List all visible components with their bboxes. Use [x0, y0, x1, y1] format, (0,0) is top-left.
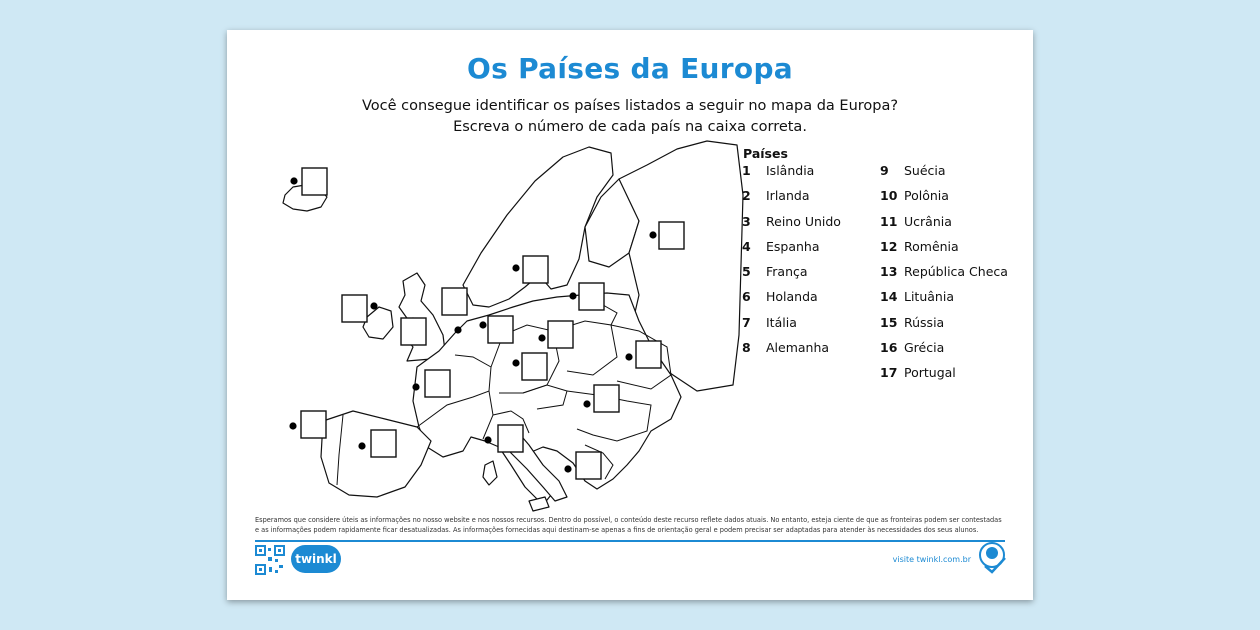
legend-number: 2 — [742, 188, 751, 204]
dot-lithuania — [569, 292, 576, 299]
instructions-line-1: Você consegue identificar os países listados a seguir no mapa da Europa? — [361, 98, 899, 114]
legend-item — [880, 214, 1008, 239]
legend-heading: Países — [743, 146, 788, 161]
answer-box-uk — [442, 288, 467, 315]
legend-item — [742, 264, 841, 289]
legend-number: 16 — [880, 340, 898, 356]
legend-number: 13 — [880, 264, 898, 280]
legend-country: Itália — [766, 314, 797, 330]
legend-country: Lituânia — [904, 289, 954, 305]
legend-country: Portugal — [904, 365, 956, 381]
answer-box-portugal — [301, 411, 326, 438]
answer-box-russia — [659, 222, 684, 249]
answer-box-greece — [576, 452, 601, 479]
legend-item — [742, 340, 841, 365]
dot-iceland — [290, 177, 297, 184]
legend-item — [742, 315, 841, 340]
legend-item — [880, 239, 1008, 264]
legend-country: Reino Unido — [766, 213, 841, 229]
legend-item — [880, 340, 1008, 365]
dot-portugal — [289, 422, 296, 429]
answer-box-poland — [548, 321, 573, 348]
instructions — [227, 96, 1033, 138]
legend-item — [880, 315, 1008, 340]
land-sicily — [529, 497, 549, 511]
dot-spain — [358, 442, 365, 449]
legend-country: Irlanda — [766, 188, 810, 204]
answer-box-ireland — [342, 295, 367, 322]
twinkl-logo[interactable]: twinkl — [291, 545, 341, 573]
legend-country: Alemanha — [766, 340, 830, 356]
dot-romania — [583, 400, 590, 407]
legend-number: 3 — [742, 213, 751, 229]
legend-country: República Checa — [904, 264, 1008, 280]
answer-box-iceland — [302, 168, 327, 195]
legend-number: 6 — [742, 289, 751, 305]
answer-box-germany — [488, 316, 513, 343]
worksheet-page — [227, 30, 1033, 600]
land-sardinia — [483, 461, 497, 485]
legend-country: França — [766, 264, 808, 280]
dot-italy — [484, 436, 491, 443]
legend-number: 12 — [880, 238, 898, 254]
legend-number: 17 — [880, 365, 898, 381]
legend-column-1 — [742, 163, 841, 365]
dot-ukraine — [625, 353, 632, 360]
dot-greece — [564, 465, 571, 472]
legend-item — [880, 365, 1008, 390]
legend-item — [880, 264, 1008, 289]
legend-item — [880, 188, 1008, 213]
legend-number: 7 — [742, 314, 751, 330]
legend-country: Polônia — [904, 188, 949, 204]
footer-divider — [255, 540, 1005, 542]
legend-item — [742, 188, 841, 213]
legend-number: 5 — [742, 264, 751, 280]
dot-netherlands — [454, 326, 461, 333]
answer-box-lithuania — [579, 283, 604, 310]
legend-country: Holanda — [766, 289, 818, 305]
legend-item — [742, 163, 841, 188]
answer-box-spain — [371, 430, 396, 457]
legend-column-2 — [880, 163, 1008, 391]
legend-number: 9 — [880, 163, 889, 178]
europe-map — [267, 135, 747, 515]
legend-item — [742, 239, 841, 264]
legend-country: Ucrânia — [904, 213, 952, 229]
legend-country: Rússia — [904, 314, 945, 330]
dot-czech — [512, 359, 519, 366]
legend-country: Islândia — [766, 163, 815, 178]
qr-code-icon — [255, 545, 285, 575]
dot-russia — [649, 231, 656, 238]
legend-country: Suécia — [904, 163, 946, 178]
answer-box-italy — [498, 425, 523, 452]
answer-box-romania — [594, 385, 619, 412]
legend-item — [742, 289, 841, 314]
dot-france — [412, 383, 419, 390]
visit-link[interactable]: visite twinkl.com.br — [892, 555, 971, 564]
quality-badge-icon — [977, 542, 1007, 574]
answer-box-czech — [522, 353, 547, 380]
legend-item — [880, 289, 1008, 314]
legend-number: 15 — [880, 314, 898, 330]
worksheet-title: Os Países da Europa — [467, 52, 793, 85]
legend-number: 10 — [880, 188, 898, 204]
legend-item — [742, 214, 841, 239]
dot-poland — [538, 334, 545, 341]
answer-box-france — [425, 370, 450, 397]
answer-box-ukraine — [636, 341, 661, 368]
legend-number: 1 — [742, 163, 751, 178]
answer-box-sweden — [523, 256, 548, 283]
land-great-britain — [399, 273, 445, 361]
instructions-line-2: Escreva o número de cada país na caixa correta. — [453, 119, 807, 135]
answer-box-netherlands — [401, 318, 426, 345]
legend-item — [880, 163, 1008, 188]
legend-country: Romênia — [904, 238, 959, 254]
dot-ireland — [370, 302, 377, 309]
legend-number: 8 — [742, 340, 751, 356]
dot-germany — [479, 321, 486, 328]
legend-country: Espanha — [766, 238, 820, 254]
disclaimer-text: Esperamos que considere úteis as informações no nosso website e nos nossos recursos. Dentro do possível, o conteúdo deste recurso reflete dados atuais. No entanto, esteja ciente de que as fronteiras podem ser contestadas e as informações podem rapidamente ficar desatualizadas. As informações fornecidas aqui destinam-se apenas a fins de orientação geral e podem precisar ser adaptadas para atender às necessidades dos seus alunos. — [255, 516, 1002, 534]
legend-number: 4 — [742, 238, 751, 254]
legend-number: 14 — [880, 289, 898, 305]
dot-sweden — [512, 264, 519, 271]
legend-country: Grécia — [904, 340, 945, 356]
legend-number: 11 — [880, 213, 898, 229]
